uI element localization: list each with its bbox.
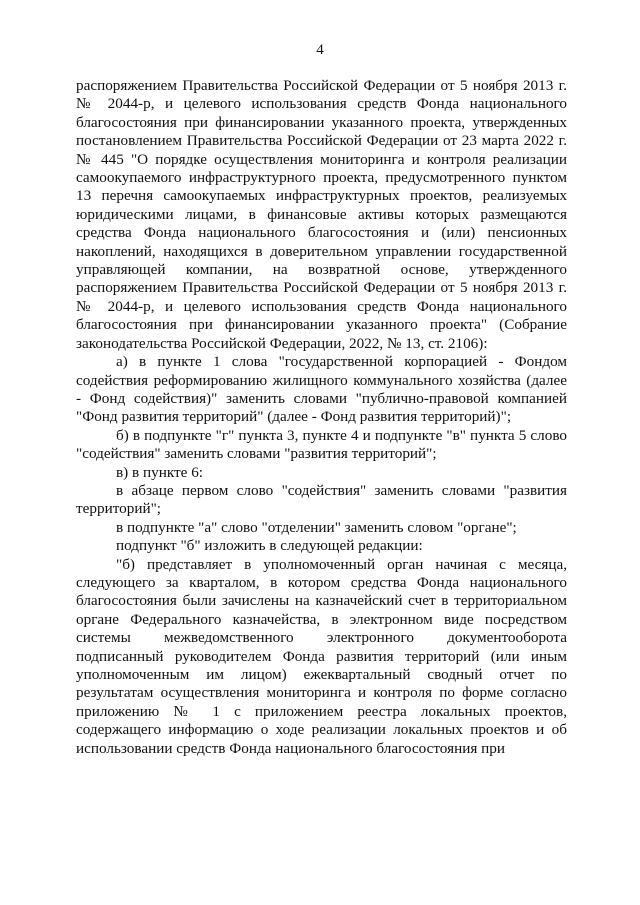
document-body (76, 77, 567, 758)
page-number: 4 (316, 42, 324, 58)
paragraph-intro: распоряжением Правительства Российской Федерации от 5 ноября 2013 г. № 2044-р, и целевого использования средств Фонда национального благосостояния при финансировании указанного проекта, утвержденных постановлением Правительства Российской Федерации от 23 марта 2022 г. № 445 "О порядке осуществления мониторинга и контроля реализации самоокупаемого инфраструктурного проекта, предусмотренного пунктом 13 перечня самоокупаемых инфраструктурных проектов, реализуемых юридическими лицами, в финансовые активы которых размещаются средства Фонда национального благосостояния и (или) пенсионных накоплений, находящихся в доверительном управлении государственной управляющей компании, на возвратной основе, утвержденного распоряжением Правительства Российской Федерации от 5 ноября 2013 г. № 2044-р, и целевого использования средств Фонда национального благосостояния при финансировании указанного проекта" (Собрание законодательства Российской Федерации, 2022, № 13, ст. 2106): (76, 77, 567, 352)
paragraph-subitem-b-text: "б) представляет в уполномоченный орган начиная с месяца, следующего за кварталом, в котором средства Фонда национального благосостояния были зачислены на казначейский счет в территориальном органе Федерального казначейства, в электронном виде посредством системы межведомственного электронного документооборота подписанный руководителем Фонда развития территорий (или иным уполномоченным им лицом) ежеквартальный сводный отчет по результатам осуществления мониторинга и контроля по форме согласно приложению № 1 с приложением реестра локальных проектов, содержащего информацию о ходе реализации локальных проектов и об использовании средств Фонда национального благосостояния при (76, 555, 567, 757)
paragraph-item-v: в) в пункте 6: (116, 463, 204, 481)
paragraph-item-a: а) в пункте 1 слова "государственной корпорацией - Фондом содействия реформированию жилищного коммунального хозяйства (далее - Фонд содействия)" заменить словами "публично-правовой компанией "Фонд развития территорий" (далее - Фонд развития территорий)"; (76, 353, 567, 426)
paragraph-first-abzac: в абзаце первом слово "содействия" заменить словами "развития территорий"; (76, 481, 567, 518)
paragraph-item-b: б) в подпункте "г" пункта 3, пункте 4 и подпункте "в" пункта 5 слово "содействия" заменить словами "развития территорий"; (76, 426, 567, 463)
paragraph-subitem-b-intro: подпункт "б" изложить в следующей редакции: (116, 537, 423, 555)
paragraph-subitem-a: в подпункте "а" слово "отделении" заменить словом "органе"; (116, 518, 517, 536)
